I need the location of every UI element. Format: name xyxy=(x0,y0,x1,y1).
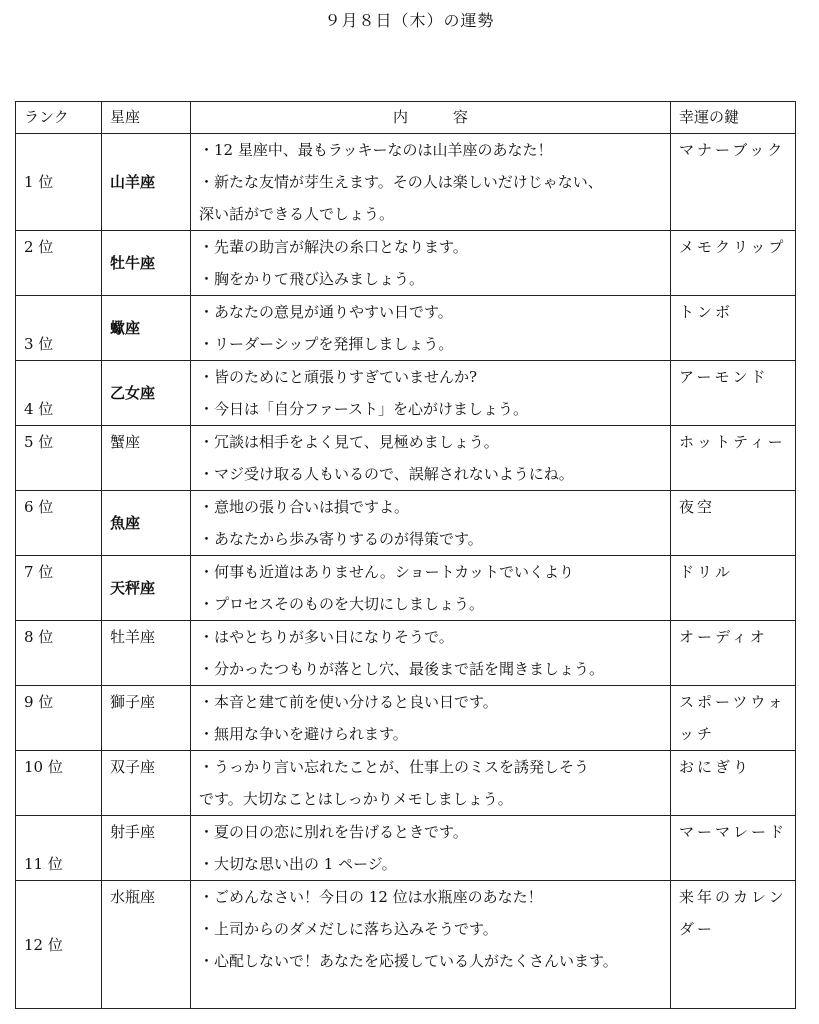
sign-cell: 射手座 xyxy=(102,816,191,881)
content-cell xyxy=(191,816,671,881)
sign-cell: 魚座 xyxy=(102,491,191,556)
sign-cell: 蟹座 xyxy=(102,426,191,491)
rank-cell: 6 位 xyxy=(16,491,102,556)
sign-cell: 水瓶座 xyxy=(102,881,191,1009)
content-cell xyxy=(191,491,671,556)
content-line: ・夏の日の恋に別れを告げるときです。 xyxy=(199,823,468,841)
content-line: ・12 星座中、最もラッキーなのは山羊座のあなた！ xyxy=(199,141,553,159)
content-line: ・今日は「自分ファースト」を心がけましょう。 xyxy=(199,400,528,418)
content-line: ・マジ受け取る人もいるので、誤解されないようにね。 xyxy=(199,465,574,483)
rank-cell: 1 位 xyxy=(16,134,102,231)
rank-cell: 3 位 xyxy=(16,296,102,361)
lucky-item-cell: トンボ xyxy=(671,296,796,361)
rank-cell: 9 位 xyxy=(16,686,102,751)
content-line: ・あなたの意見が通りやすい日です。 xyxy=(199,303,453,321)
table-row xyxy=(16,621,796,686)
lucky-item-cell: 来年のカレンダー xyxy=(671,881,796,1009)
content-line: ・何事も近道はありません。ショートカットでいくより xyxy=(199,563,575,581)
content-line: ・胸をかりて飛び込みましょう。 xyxy=(199,270,425,288)
content-line: ・リーダーシップを発揮しましょう。 xyxy=(199,335,454,353)
content-line: ・心配しないで！あなたを応援している人がたくさんいます。 xyxy=(199,952,618,970)
content-line: ・意地の張り合いは損ですよ。 xyxy=(199,498,410,516)
sign-cell: 乙女座 xyxy=(102,361,191,426)
rank-cell: 7 位 xyxy=(16,556,102,621)
content-line: ・新たな友情が芽生えます。その人は楽しいだけじゃない、 xyxy=(199,173,603,191)
rank-cell: 12 位 xyxy=(16,881,102,1009)
rank-cell: 5 位 xyxy=(16,426,102,491)
content-cell xyxy=(191,231,671,296)
rank-cell: 4 位 xyxy=(16,361,102,426)
content-cell xyxy=(191,361,671,426)
sign-cell: 山羊座 xyxy=(102,134,191,231)
content-line: です。大切なことはしっかりメモしましょう。 xyxy=(199,790,513,808)
header-sign: 星座 xyxy=(102,102,191,134)
table-header-row xyxy=(16,102,796,134)
sign-cell: 天秤座 xyxy=(102,556,191,621)
header-content: 内 容 xyxy=(191,102,671,134)
table-row xyxy=(16,816,796,881)
lucky-item-cell: メモクリップ xyxy=(671,231,796,296)
header-rank: ランク xyxy=(16,102,102,134)
lucky-item-cell: オーディオ xyxy=(671,621,796,686)
fortune-table xyxy=(15,101,796,1009)
lucky-item-cell: おにぎり xyxy=(671,751,796,816)
table-row xyxy=(16,491,796,556)
sign-cell: 牡羊座 xyxy=(102,621,191,686)
lucky-item-cell: ドリル xyxy=(671,556,796,621)
lucky-item-cell: マーマレード xyxy=(671,816,796,881)
sign-cell: 蠍座 xyxy=(102,296,191,361)
lucky-item-cell: アーモンド xyxy=(671,361,796,426)
content-line: ・プロセスそのものを大切にしましょう。 xyxy=(199,595,485,613)
table-row xyxy=(16,426,796,491)
content-line: ・上司からのダメだしに落ち込みそうです。 xyxy=(199,920,498,938)
table-row xyxy=(16,686,796,751)
content-cell xyxy=(191,426,671,491)
page-title: ９月８日（木）の運勢 xyxy=(324,11,495,30)
table-row xyxy=(16,231,796,296)
rank-cell: 8 位 xyxy=(16,621,102,686)
table-row xyxy=(16,361,796,426)
table-row xyxy=(16,134,796,231)
content-cell xyxy=(191,621,671,686)
table-row xyxy=(16,881,796,1009)
content-line: ・無用な争いを避けられます。 xyxy=(199,725,408,743)
table-row xyxy=(16,556,796,621)
lucky-item-cell: スポーツウォッチ xyxy=(671,686,796,751)
lucky-item-cell: ホットティー xyxy=(671,426,796,491)
content-cell xyxy=(191,751,671,816)
content-line: ・うっかり言い忘れたことが、仕事上のミスを誘発しそう xyxy=(199,758,590,776)
content-cell xyxy=(191,881,671,1009)
content-line: ・皆のためにと頑張りすぎていませんか? xyxy=(199,368,478,386)
table-row xyxy=(16,751,796,816)
content-line: ・ごめんなさい！今日の 12 位は水瓶座のあなた！ xyxy=(199,888,543,906)
rank-cell: 11 位 xyxy=(16,816,102,881)
content-line: ・本音と建て前を使い分けると良い日です。 xyxy=(199,693,498,711)
content-cell xyxy=(191,296,671,361)
content-line: ・先輩の助言が解決の糸口となります。 xyxy=(199,238,468,256)
rank-cell: 2 位 xyxy=(16,231,102,296)
sign-cell: 双子座 xyxy=(102,751,191,816)
content-cell xyxy=(191,556,671,621)
table-row xyxy=(16,296,796,361)
lucky-item-cell: 夜空 xyxy=(671,491,796,556)
content-line: ・大切な思い出の 1 ページ。 xyxy=(199,855,397,873)
sign-cell: 牡牛座 xyxy=(102,231,191,296)
header-lucky-item: 幸運の鍵 xyxy=(671,102,796,134)
rank-cell: 10 位 xyxy=(16,751,102,816)
content-line: ・あなたから歩み寄りするのが得策です。 xyxy=(199,530,483,548)
content-line: ・冗談は相手をよく見て、見極めましょう。 xyxy=(199,433,499,451)
content-line: ・分かったつもりが落とし穴、最後まで話を聞きましょう。 xyxy=(199,660,605,678)
content-cell xyxy=(191,686,671,751)
content-line: ・はやとちりが多い日になりそうで。 xyxy=(199,628,454,646)
content-line: 深い話ができる人でしょう。 xyxy=(199,205,395,223)
sign-cell: 獅子座 xyxy=(102,686,191,751)
lucky-item-cell: マナーブック xyxy=(671,134,796,231)
content-cell xyxy=(191,134,671,231)
